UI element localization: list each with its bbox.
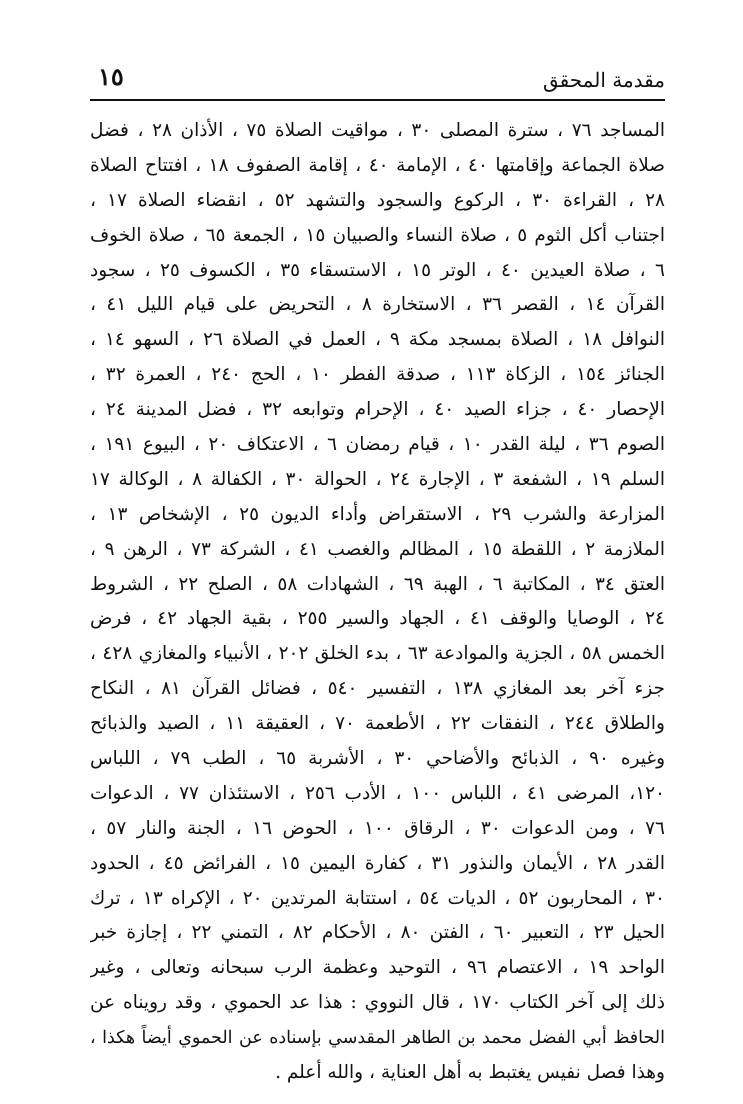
text-line: الواحد ١٩ ، الاعتصام ٩٦ ، التوحيد وعظمة الرب سبحانه وتعالى ، وغير (90, 957, 665, 979)
text-line: ٢٨ ، القراءة ٣٠ ، الركوع والسجود والتشهد ٥٢ ، انقضاء الصلاة ١٧ ، (90, 189, 665, 211)
text-line: الملازمة ٢ ، اللقطة ١٥ ، المظالم والغصب ٤١ ، الشركة ٧٣ ، الرهن ٩ ، (90, 538, 665, 560)
text-line: جزء آخر بعد المغازي ١٣٨ ، التفسير ٥٤٠ ، فضائل القرآن ٨١ ، النكاح (90, 678, 665, 700)
text-line: السلم ١٩ ، الشفعة ٣ ، الإجارة ٢٤ ، الحوالة ٣٠ ، الكفالة ٨ ، الوكالة ١٧ (90, 468, 665, 490)
text-line: ١٢٠، المرضى ٤١ ، اللباس ١٠٠ ، الأدب ٢٥٦ ، الاستئذان ٧٧ ، الدعوات (90, 782, 665, 804)
text-line: النوافل ١٨ ، الصلاة بمسجد مكة ٩ ، العمل في الصلاة ٢٦ ، السهو ١٤ ، (90, 329, 665, 351)
text-line: الحافظ أبي الفضل محمد بن الطاهر المقدسي بإسناده عن الحموي أيضاً هكذا ، (90, 1028, 665, 1049)
text-line: وهذا فصل نفيس يغتبط به أهل العناية ، والله أعلم . (275, 1062, 665, 1084)
text-line: القرآن ١٤ ، القصر ٣٦ ، الاستخارة ٨ ، التحريض على قيام الليل ٤١ ، (90, 294, 665, 316)
text-line: صلاة الجماعة وإقامتها ٤٠ ، الإمامة ٤٠ ، إقامة الصفوف ١٨ ، افتتاح الصلاة (90, 154, 665, 176)
text-line: ٧٦ ، ومن الدعوات ٣٠ ، الرقاق ١٠٠ ، الحوض ١٦ ، الجنة والنار ٥٧ ، (90, 817, 665, 839)
text-line: القدر ٢٨ ، الأيمان والنذور ٣١ ، كفارة اليمين ١٥ ، الفرائض ٤٥ ، الحدود (90, 852, 665, 874)
text-line: اجتناب أكل الثوم ٥ ، صلاة النساء والصبيان ١٥ ، الجمعة ٦٥ ، صلاة الخوف (90, 224, 665, 246)
header-rule (90, 99, 665, 101)
text-line: الإحصار ٤٠ ، جزاء الصيد ٤٠ ، الإحرام وتوابعه ٣٢ ، فضل المدينة ٢٤ ، (90, 399, 665, 421)
text-line: ذلك إلى آخر الكتاب ١٧٠ ، قال النووي : هذا عد الحموي ، وقد رويناه عن (90, 992, 665, 1014)
text-line: العتق ٣٤ ، المكاتبة ٦ ، الهبة ٦٩ ، الشهادات ٥٨ ، الصلح ٢٢ ، الشروط (90, 573, 665, 595)
text-line: والطلاق ٢٤٤ ، النفقات ٢٢ ، الأطعمة ٧٠ ، العقيقة ١١ ، الصيد والذبائح (90, 713, 665, 735)
text-line: الحيل ٢٣ ، التعبير ٦٠ ، الفتن ٨٠ ، الأحكام ٨٢ ، التمني ٢٢ ، إجازة خبر (90, 922, 665, 944)
text-line: وغيره ٩٠ ، الذبائح والأضاحي ٣٠ ، الأشربة ٦٥ ، الطب ٧٩ ، اللباس (90, 748, 665, 770)
running-title: مقدمة المحقق (542, 68, 665, 92)
body-text (90, 114, 665, 1091)
text-line: الخمس ٥٨ ، الجزية والموادعة ٦٣ ، بدء الخلق ٢٠٢ ، الأنبياء والمغازي ٤٢٨ ، (90, 643, 665, 665)
text-line: المساجد ٧٦ ، سترة المصلى ٣٠ ، مواقيت الصلاة ٧٥ ، الأذان ٢٨ ، فضل (90, 120, 665, 141)
text-line: المزارعة والشرب ٢٩ ، الاستقراض وأداء الديون ٢٥ ، الإشخاص ١٣ ، (90, 503, 665, 525)
text-line: الصوم ٣٦ ، ليلة القدر ١٠ ، قيام رمضان ٦ ، الاعتكاف ٢٠ ، البيوع ١٩١ ، (90, 434, 665, 456)
page-header (90, 58, 665, 98)
page-number: ١٥ (98, 62, 124, 91)
text-line: ٦ ، صلاة العيدين ٤٠ ، الوتر ١٥ ، الاستسقاء ٣٥ ، الكسوف ٢٥ ، سجود (90, 259, 665, 281)
text-line: الجنائز ١٥٤ ، الزكاة ١١٣ ، صدقة الفطر ١٠ ، الحج ٢٤٠ ، العمرة ٣٢ ، (90, 364, 665, 386)
text-line: ٢٤ ، الوصايا والوقف ٤١ ، الجهاد والسير ٢٥٥ ، بقية الجهاد ٤٢ ، فرض (90, 608, 665, 630)
text-line: ٣٠ ، المحاربون ٥٢ ، الديات ٥٤ ، استتابة المرتدين ٢٠ ، الإكراه ١٣ ، ترك (90, 887, 665, 909)
